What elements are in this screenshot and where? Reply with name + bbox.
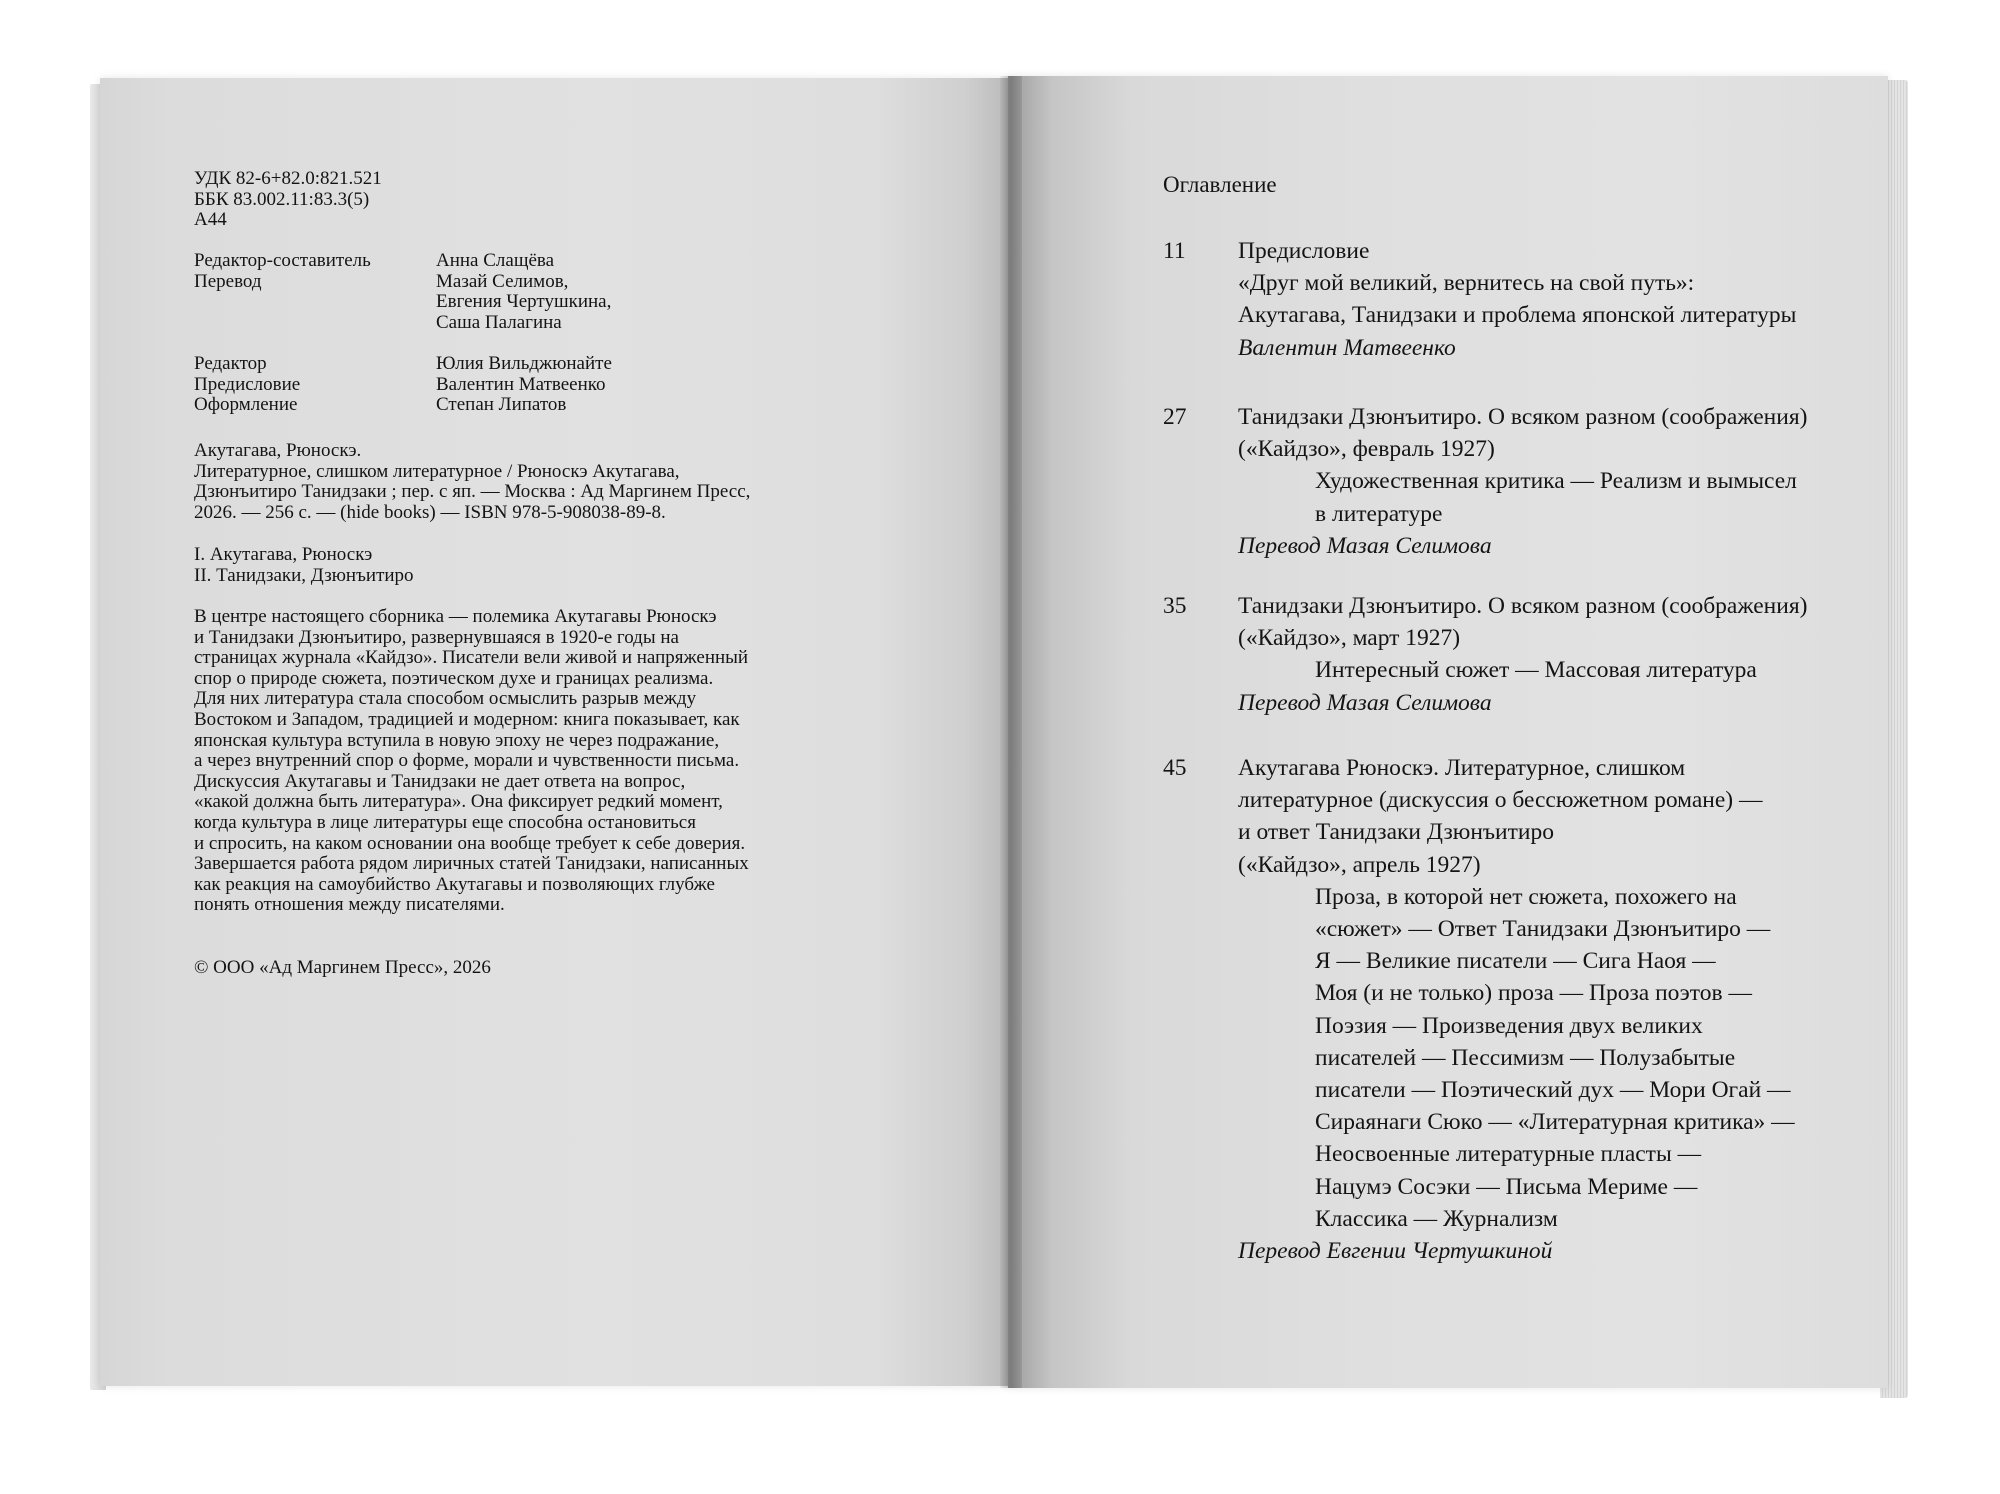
biblio-line: Дзюнъитиро Танидзаки ; пер. с яп. — Москва : Ад Маргинем Пресс, [194,481,751,503]
credit-row [194,354,612,375]
annotation-line: как реакция на самоубийство Акутагавы и позволяющих глубже [194,873,715,895]
annotation-line: японская культура вступила в новую эпоху не через подражание, [194,729,720,751]
toc-sub-line: в литературе [1315,500,1443,527]
toc-sub-line: писатели — Поэтический дух — Мори Огай — [1315,1077,1791,1104]
toc-sub-line: Неосвоенные литературные пласты — [1315,1141,1702,1168]
annotation-text [194,607,749,916]
credit-role: Редактор-составитель [194,250,371,271]
credit-role: Оформление [194,394,298,416]
credit-name: Валентин Матвеенко [436,373,606,395]
credit-name: Анна Слащёва [436,250,555,271]
credit-name: Мазай Селимов, [436,270,569,292]
toc-entry-line: Танидзаки Дзюнъитиро. О всяком разном (соображения) [1238,404,1808,430]
annotation-line: Дискуссия Акутагавы и Танидзаки не дает ответа на вопрос, [194,770,686,792]
toc-sub-line: Художественная критика — Реализм и вымысел [1315,468,1797,495]
udk-code: УДК 82-6+82.0:821.521 [194,168,382,189]
toc-entry [1163,752,1795,1267]
toc-entry [1163,235,1796,364]
credit-name: Степан Липатов [436,394,567,416]
authors-index [194,545,414,586]
toc-entry-line: («Кайдзо», апрель 1927) [1238,851,1481,878]
toc-sub-line: Интересный сюжет — Массовая литература [1315,657,1757,684]
biblio-line: Акутагава, Рюноскэ. [194,440,362,461]
annotation-line: В центре настоящего сборника — полемика Акутагавы Рюноскэ [194,606,717,627]
toc-entry-line: и ответ Танидзаки Дзюнъитиро [1238,819,1554,846]
toc-sub-line: писателей — Пессимизм — Полузабытые [1315,1044,1736,1071]
toc-sub-line: Я — Великие писатели — Сига Наоя — [1315,948,1716,975]
credit-name: Юлия Вильджюнайте [436,352,612,374]
annotation-line: Завершается работа рядом лиричных статей Танидзаки, написанных [194,853,749,875]
toc-translator: Перевод Мазая Селимова [1238,532,1492,559]
annotation-line: и Танидзаки Дзюнъитиро, развернувшаяся в 1920-е годы на [194,626,679,648]
credit-name: Евгения Чертушкина, [436,291,612,313]
credit-row [194,272,612,334]
toc-entry-line: Акутагава, Танидзаки и проблема японской литературы [1238,302,1797,329]
toc-sub-line: Проза, в которой нет сюжета, похожего на [1315,883,1737,910]
credit-row [194,395,612,416]
annotation-line: «какой должна быть литература». Она фиксирует редкий момент, [194,791,723,813]
toc-page-number: 27 [1163,404,1187,430]
credit-role: Перевод [194,270,262,292]
biblio-line: 2026. — 256 с. — (hide books) — ISBN 978-5-908038-89-8. [194,501,666,523]
toc-sub-line: Классика — Журнализм [1315,1205,1558,1232]
toc-entry-line: литературное (дискуссия о бессюжетном романе) — [1238,787,1763,814]
toc-entry-line: Акутагава Рюноскэ. Литературное, слишком [1238,755,1686,781]
toc-entry-line: Танидзаки Дзюнъитиро. О всяком разном (соображения) [1238,593,1808,619]
toc-sub-line: «сюжет» — Ответ Танидзаки Дзюнъитиро — [1315,916,1771,943]
author-mark: А44 [194,209,227,231]
copyright-notice: © ООО «Ад Маргинем Пресс», 2026 [194,957,491,978]
toc-entry-line: («Кайдзо», март 1927) [1238,625,1461,652]
credit-role: Предисловие [194,373,301,395]
toc-sub-line: Нацумэ Сосэки — Письма Мериме — [1315,1173,1698,1200]
toc-page-number: 45 [1163,755,1187,781]
annotation-line: и спросить, на каком основании она вообще требует к себе доверия. [194,832,746,854]
credit-row [194,251,612,272]
bbk-code: ББК 83.002.11:83.3(5) [194,188,370,210]
toc-entry-line: («Кайдзо», февраль 1927) [1238,436,1495,463]
annotation-line: понять отношения между писателями. [194,894,505,916]
toc-entry [1163,401,1807,562]
annotation-line: Востоком и Западом, традицией и модерном: книга показывает, как [194,708,740,730]
bibliographic-record [194,441,750,523]
biblio-line: Литературное, слишком литературное / Рюноскэ Акутагава, [194,460,680,482]
toc-entry [1163,590,1807,719]
annotation-line: спор о природе сюжета, поэтическом духе и границах реализма. [194,667,714,689]
book-gutter [1000,76,1022,1388]
author-index-line: II. Танидзаки, Дзюнъитиро [194,564,414,586]
toc-entry-line: Предисловие [1238,238,1370,264]
toc-page-number: 11 [1163,238,1186,264]
toc-title: Оглавление [1163,172,1277,197]
toc-entry-line: «Друг мой великий, вернитесь на свой путь»: [1238,270,1695,297]
author-index-line: I. Акутагава, Рюноскэ [194,544,373,565]
toc-sub-line: Поэзия — Произведения двух великих [1315,1012,1703,1039]
toc-translator: Перевод Мазая Селимова [1238,689,1492,716]
annotation-line: когда культура в лице литературы еще способна остановиться [194,811,696,833]
credit-role: Редактор [194,352,267,374]
toc-page-number: 35 [1163,593,1187,619]
credits-block [194,251,612,416]
toc-translator: Перевод Евгении Чертушкиной [1238,1238,1553,1265]
toc-sub-line: Сираянаги Сюко — «Литературная критика» — [1315,1109,1795,1136]
annotation-line: а через внутренний спор о форме, морали и чувственности письма. [194,750,740,772]
toc-entry-author: Валентин Матвеенко [1238,334,1456,361]
toc-sub-line: Моя (и не только) проза — Проза поэтов — [1315,980,1752,1007]
classification-block [194,169,382,231]
credit-row [194,375,612,396]
annotation-line: страницах журнала «Кайдзо». Писатели вели живой и напряженный [194,647,749,669]
credit-name: Саша Палагина [436,311,562,333]
annotation-line: Для них литература стала способом осмыслить разрыв между [194,688,697,710]
